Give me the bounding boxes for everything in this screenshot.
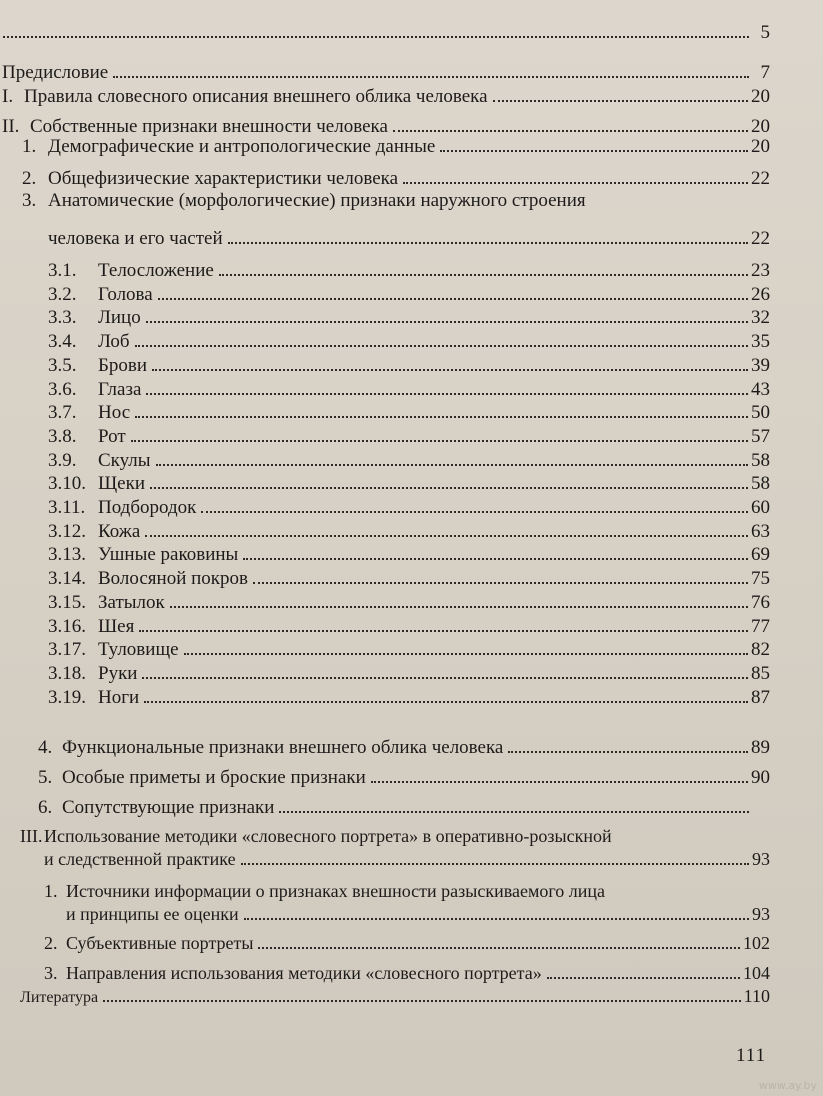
dot-leader — [279, 811, 749, 813]
toc-entry-number: II. — [2, 116, 20, 137]
dot-leader — [150, 487, 748, 489]
dot-leader — [258, 947, 740, 949]
toc-entry-text: Телосложение — [98, 260, 214, 281]
dot-leader — [103, 1000, 741, 1002]
dot-leader — [241, 863, 749, 865]
toc-subsection-entry — [48, 284, 770, 306]
toc-page-number: 89 — [751, 737, 770, 758]
dot-leader — [152, 369, 748, 371]
dot-leader — [184, 653, 748, 655]
toc-entry-label — [38, 797, 276, 819]
toc-entry-label — [48, 616, 136, 638]
toc-entry-text: Затылок — [98, 591, 165, 613]
toc-entry-chapter-3-line2 — [44, 848, 770, 870]
toc-page-number: 93 — [752, 904, 770, 924]
toc-page-number: 22 — [751, 168, 770, 189]
toc-page-number: 20 — [751, 86, 770, 107]
toc-entry-preface — [2, 62, 770, 84]
toc-entry-text: Туловище — [98, 639, 179, 661]
toc-page-number: 32 — [751, 307, 770, 329]
toc-page-number: 39 — [751, 354, 770, 376]
toc-subsection-entry — [48, 379, 770, 401]
toc-entry-text: Рот — [98, 425, 126, 447]
toc-subsection-entry — [48, 521, 770, 543]
toc-entry-number: I. — [2, 86, 14, 107]
toc-subsection-entry — [48, 473, 770, 495]
toc-entry-number: 3.19. — [48, 686, 86, 708]
toc-page-number: 87 — [751, 686, 770, 708]
toc-subsection-entry — [48, 331, 770, 353]
toc-entry-number: 3.1. — [48, 260, 77, 281]
toc-entry-chapter-3-line1 — [20, 825, 612, 847]
toc-entry-text: Руки — [98, 662, 138, 684]
toc-page-number: 90 — [751, 767, 770, 788]
toc-entry-text: Волосяной покров — [98, 568, 249, 590]
toc-page-number: 23 — [751, 260, 770, 281]
toc-entry-label — [48, 568, 250, 590]
toc-page-number: 102 — [743, 933, 770, 953]
toc-entry-text: Ушные раковины — [98, 544, 239, 566]
toc-page-number: 77 — [751, 615, 770, 637]
toc-entry-label — [48, 473, 147, 495]
page-number: 111 — [736, 1045, 767, 1066]
toc-entry-label — [48, 639, 181, 661]
toc-entry-label — [2, 86, 490, 108]
toc-page-number: 58 — [751, 473, 770, 495]
toc-subsection-entry — [48, 639, 770, 661]
toc-entry-label — [2, 116, 390, 138]
dot-leader — [131, 440, 748, 442]
toc-entry-number: 3.9. — [48, 449, 77, 471]
toc-entry-number: 6. — [38, 797, 53, 818]
toc-subsection-entry — [48, 260, 770, 282]
dot-leader — [146, 393, 748, 395]
toc-page-number: 85 — [751, 662, 770, 684]
toc-entry-section-4 — [38, 737, 770, 759]
dot-leader — [403, 182, 748, 184]
dot-leader — [243, 558, 748, 560]
toc-entry-number: 1. — [22, 136, 37, 157]
toc-page-number: 76 — [751, 591, 770, 613]
toc-entry-label — [48, 663, 139, 685]
toc-page-number: 75 — [751, 568, 770, 590]
toc-entry-ch3-section-1-line1 — [44, 880, 605, 902]
toc-entry-number: 3.13. — [48, 544, 86, 566]
dot-leader — [113, 76, 749, 78]
toc-entry-section-3-line1 — [22, 190, 586, 212]
toc-entry-label — [48, 307, 143, 329]
dot-leader — [440, 150, 748, 152]
toc-entry-number: 3.14. — [48, 568, 86, 590]
dot-leader — [135, 416, 748, 418]
toc-entry-text: Лоб — [98, 331, 130, 353]
toc-entry-label — [48, 450, 153, 472]
dot-leader — [144, 701, 748, 703]
toc-entry-number: 3.8. — [48, 425, 77, 447]
toc-entry-chapter-2 — [2, 116, 770, 138]
toc-entry-literature — [20, 985, 770, 1009]
toc-subsection-entry — [48, 450, 770, 472]
toc-entry-number: 3.7. — [48, 402, 77, 424]
toc-entry-number: 3.2. — [48, 283, 77, 305]
dot-leader — [139, 630, 748, 632]
dot-leader — [253, 582, 748, 584]
toc-entry-text: Собственные признаки внешности человека — [30, 116, 388, 137]
toc-entry-label — [48, 355, 149, 377]
toc-page-number: 82 — [751, 639, 770, 661]
dot-leader — [170, 606, 748, 608]
toc-entry-ch3-section-3 — [44, 962, 770, 984]
toc-entry-number: 3.6. — [48, 378, 77, 400]
dot-leader — [228, 242, 748, 244]
dot-leader — [508, 751, 748, 753]
toc-entry-label — [44, 932, 255, 954]
dot-leader — [158, 298, 748, 300]
toc-entry-text: Щеки — [98, 473, 145, 495]
toc-entry-number: 3. — [22, 190, 37, 211]
dot-leader — [146, 321, 748, 323]
toc-entry-label — [48, 592, 167, 614]
toc-page-number: 60 — [751, 497, 770, 518]
toc-entry-text: Анатомические (морфологические) признаки наружного строения — [48, 190, 586, 211]
toc-entry-text: Шея — [98, 615, 135, 637]
toc-page-number: 93 — [752, 849, 770, 869]
dot-leader — [156, 464, 748, 466]
toc-entry-text: Направления использования методики «словесного портрета» — [66, 963, 542, 983]
toc-page-number: 43 — [751, 378, 770, 400]
toc-entry-text: Функциональные признаки внешнего облика человека — [62, 737, 504, 758]
toc-subsection-entry — [48, 663, 770, 685]
toc-entry-text: Нос — [98, 402, 131, 424]
toc-entry-number: 3.10. — [48, 473, 86, 495]
dot-leader — [244, 918, 749, 920]
toc-page-number: 104 — [743, 963, 770, 983]
toc-entry-label — [38, 737, 505, 759]
toc-entry-text: Источники информации о признаках внешности разыскиваемого лица — [66, 881, 606, 901]
toc-entry-text: Сопутствующие признаки — [62, 797, 275, 818]
toc-entry-label: Литература — [20, 989, 99, 1006]
toc-entry-label — [48, 426, 128, 448]
toc-entry-number: 3.11. — [48, 497, 86, 518]
toc-entry-section-6 — [38, 797, 770, 819]
toc-entry-number: III. — [20, 826, 43, 846]
toc-subsection-entry — [48, 687, 770, 709]
toc-entry-text: Подбородок — [98, 497, 197, 518]
toc-entry-label — [22, 168, 400, 190]
toc-page-number: 110 — [743, 986, 770, 1006]
toc-entry-text: Правила словесного описания внешнего облика человека — [24, 86, 488, 107]
watermark: www.ay.by — [758, 1079, 817, 1092]
toc-entry-section-2 — [22, 168, 770, 190]
toc-entry-text: Демографические и антропологические данные — [48, 136, 436, 157]
toc-entry-label — [22, 136, 437, 158]
toc-page-number: 22 — [751, 228, 770, 249]
toc-page-number: 26 — [751, 283, 770, 305]
toc-entry-label — [48, 379, 143, 401]
toc-page-number: 20 — [751, 136, 770, 157]
toc-entry-label — [48, 402, 132, 424]
toc-entry-text: Ноги — [98, 686, 140, 708]
dot-leader — [371, 781, 748, 783]
toc-page-number: 50 — [751, 402, 770, 424]
toc-entry-number: 4. — [38, 737, 53, 758]
toc-entry-number: 3.18. — [48, 662, 86, 684]
toc-entry-label — [48, 521, 142, 543]
dot-leader — [135, 345, 748, 347]
toc-entry-label — [38, 767, 368, 789]
toc-entry-section-3-line2 — [48, 228, 770, 250]
toc-subsection-entry — [48, 497, 770, 519]
toc-subsection-entry — [48, 355, 770, 377]
dot-leader — [493, 100, 748, 102]
toc-entry-label — [48, 260, 216, 282]
toc-entry-ch3-section-1-line2 — [66, 903, 770, 925]
toc-entry-text: Использование методики «словесного портрета» в оперативно-розыскной — [44, 826, 612, 846]
toc-entry-label — [48, 331, 132, 353]
toc-subsection-entry — [48, 426, 770, 448]
toc-entry-label — [48, 497, 198, 519]
toc-subsection-entry — [48, 568, 770, 590]
toc-subsection-entry — [48, 592, 770, 614]
dot-leader — [201, 511, 748, 513]
toc-entry-text: Лицо — [98, 307, 141, 329]
dot-leader — [393, 130, 748, 132]
toc-entry-text: Субъективные портреты — [66, 933, 254, 953]
toc-subsection-entry — [48, 307, 770, 329]
toc-page-number: 35 — [751, 331, 770, 353]
toc-entry-number: 5. — [38, 767, 53, 788]
toc-entry-text: и принципы ее оценки — [66, 904, 239, 924]
toc-entry-number: 3.4. — [48, 331, 77, 353]
toc-entry-label — [48, 284, 155, 306]
toc-entry-number: 2. — [44, 933, 58, 953]
toc-entry-chapter-1 — [2, 86, 770, 108]
toc-entry-number: 3.3. — [48, 307, 77, 329]
toc-entry-label — [48, 544, 240, 566]
toc-entry-number: 3.12. — [48, 520, 86, 542]
toc-entry-text: Особые приметы и броские признаки — [62, 767, 366, 788]
toc-entry-number: 3.17. — [48, 639, 86, 661]
toc-subsection-entry — [48, 616, 770, 638]
toc-page-number: 57 — [751, 425, 770, 447]
dot-leader — [3, 36, 749, 38]
toc-entry-top — [0, 22, 770, 44]
toc-entry-number: 3.5. — [48, 354, 77, 376]
toc-entry-label — [48, 687, 141, 709]
toc-entry-text: и следственной практике — [44, 849, 236, 869]
toc-subsection-entry — [48, 544, 770, 566]
toc-page-number: 20 — [751, 116, 770, 137]
toc-page-number: 7 — [760, 62, 770, 83]
toc-entry-text: Кожа — [98, 520, 141, 542]
dot-leader — [142, 677, 748, 679]
toc-entry-label — [44, 962, 544, 984]
toc-page-number: 5 — [760, 22, 770, 43]
toc-entry-number: 3.16. — [48, 615, 86, 637]
toc-entry-number: 1. — [44, 881, 58, 901]
toc-entry-number: 2. — [22, 168, 37, 189]
toc-page-number: 58 — [751, 449, 770, 471]
toc-entry-text: человека и его частей — [48, 228, 223, 249]
toc-entry-number: 3. — [44, 963, 58, 983]
dot-leader — [219, 274, 748, 276]
toc-entry-text: Глаза — [98, 378, 142, 400]
toc-entry-number: 3.15. — [48, 591, 86, 613]
toc-entry-ch3-section-2 — [44, 932, 770, 954]
toc-entry-label: Предисловие — [2, 62, 109, 83]
toc-entry-text: Голова — [98, 283, 153, 305]
toc-page-number: 69 — [751, 544, 770, 566]
toc-entry-section-5 — [38, 767, 770, 789]
toc-subsection-entry — [48, 402, 770, 424]
toc-entry-text: Скулы — [98, 449, 151, 471]
toc-entry-text: Общефизические характеристики человека — [48, 168, 399, 189]
toc-entry-section-1 — [22, 136, 770, 158]
toc-entry-text: Брови — [98, 354, 148, 376]
dot-leader — [145, 535, 748, 537]
dot-leader — [547, 977, 740, 979]
toc-page-number: 63 — [751, 520, 770, 542]
